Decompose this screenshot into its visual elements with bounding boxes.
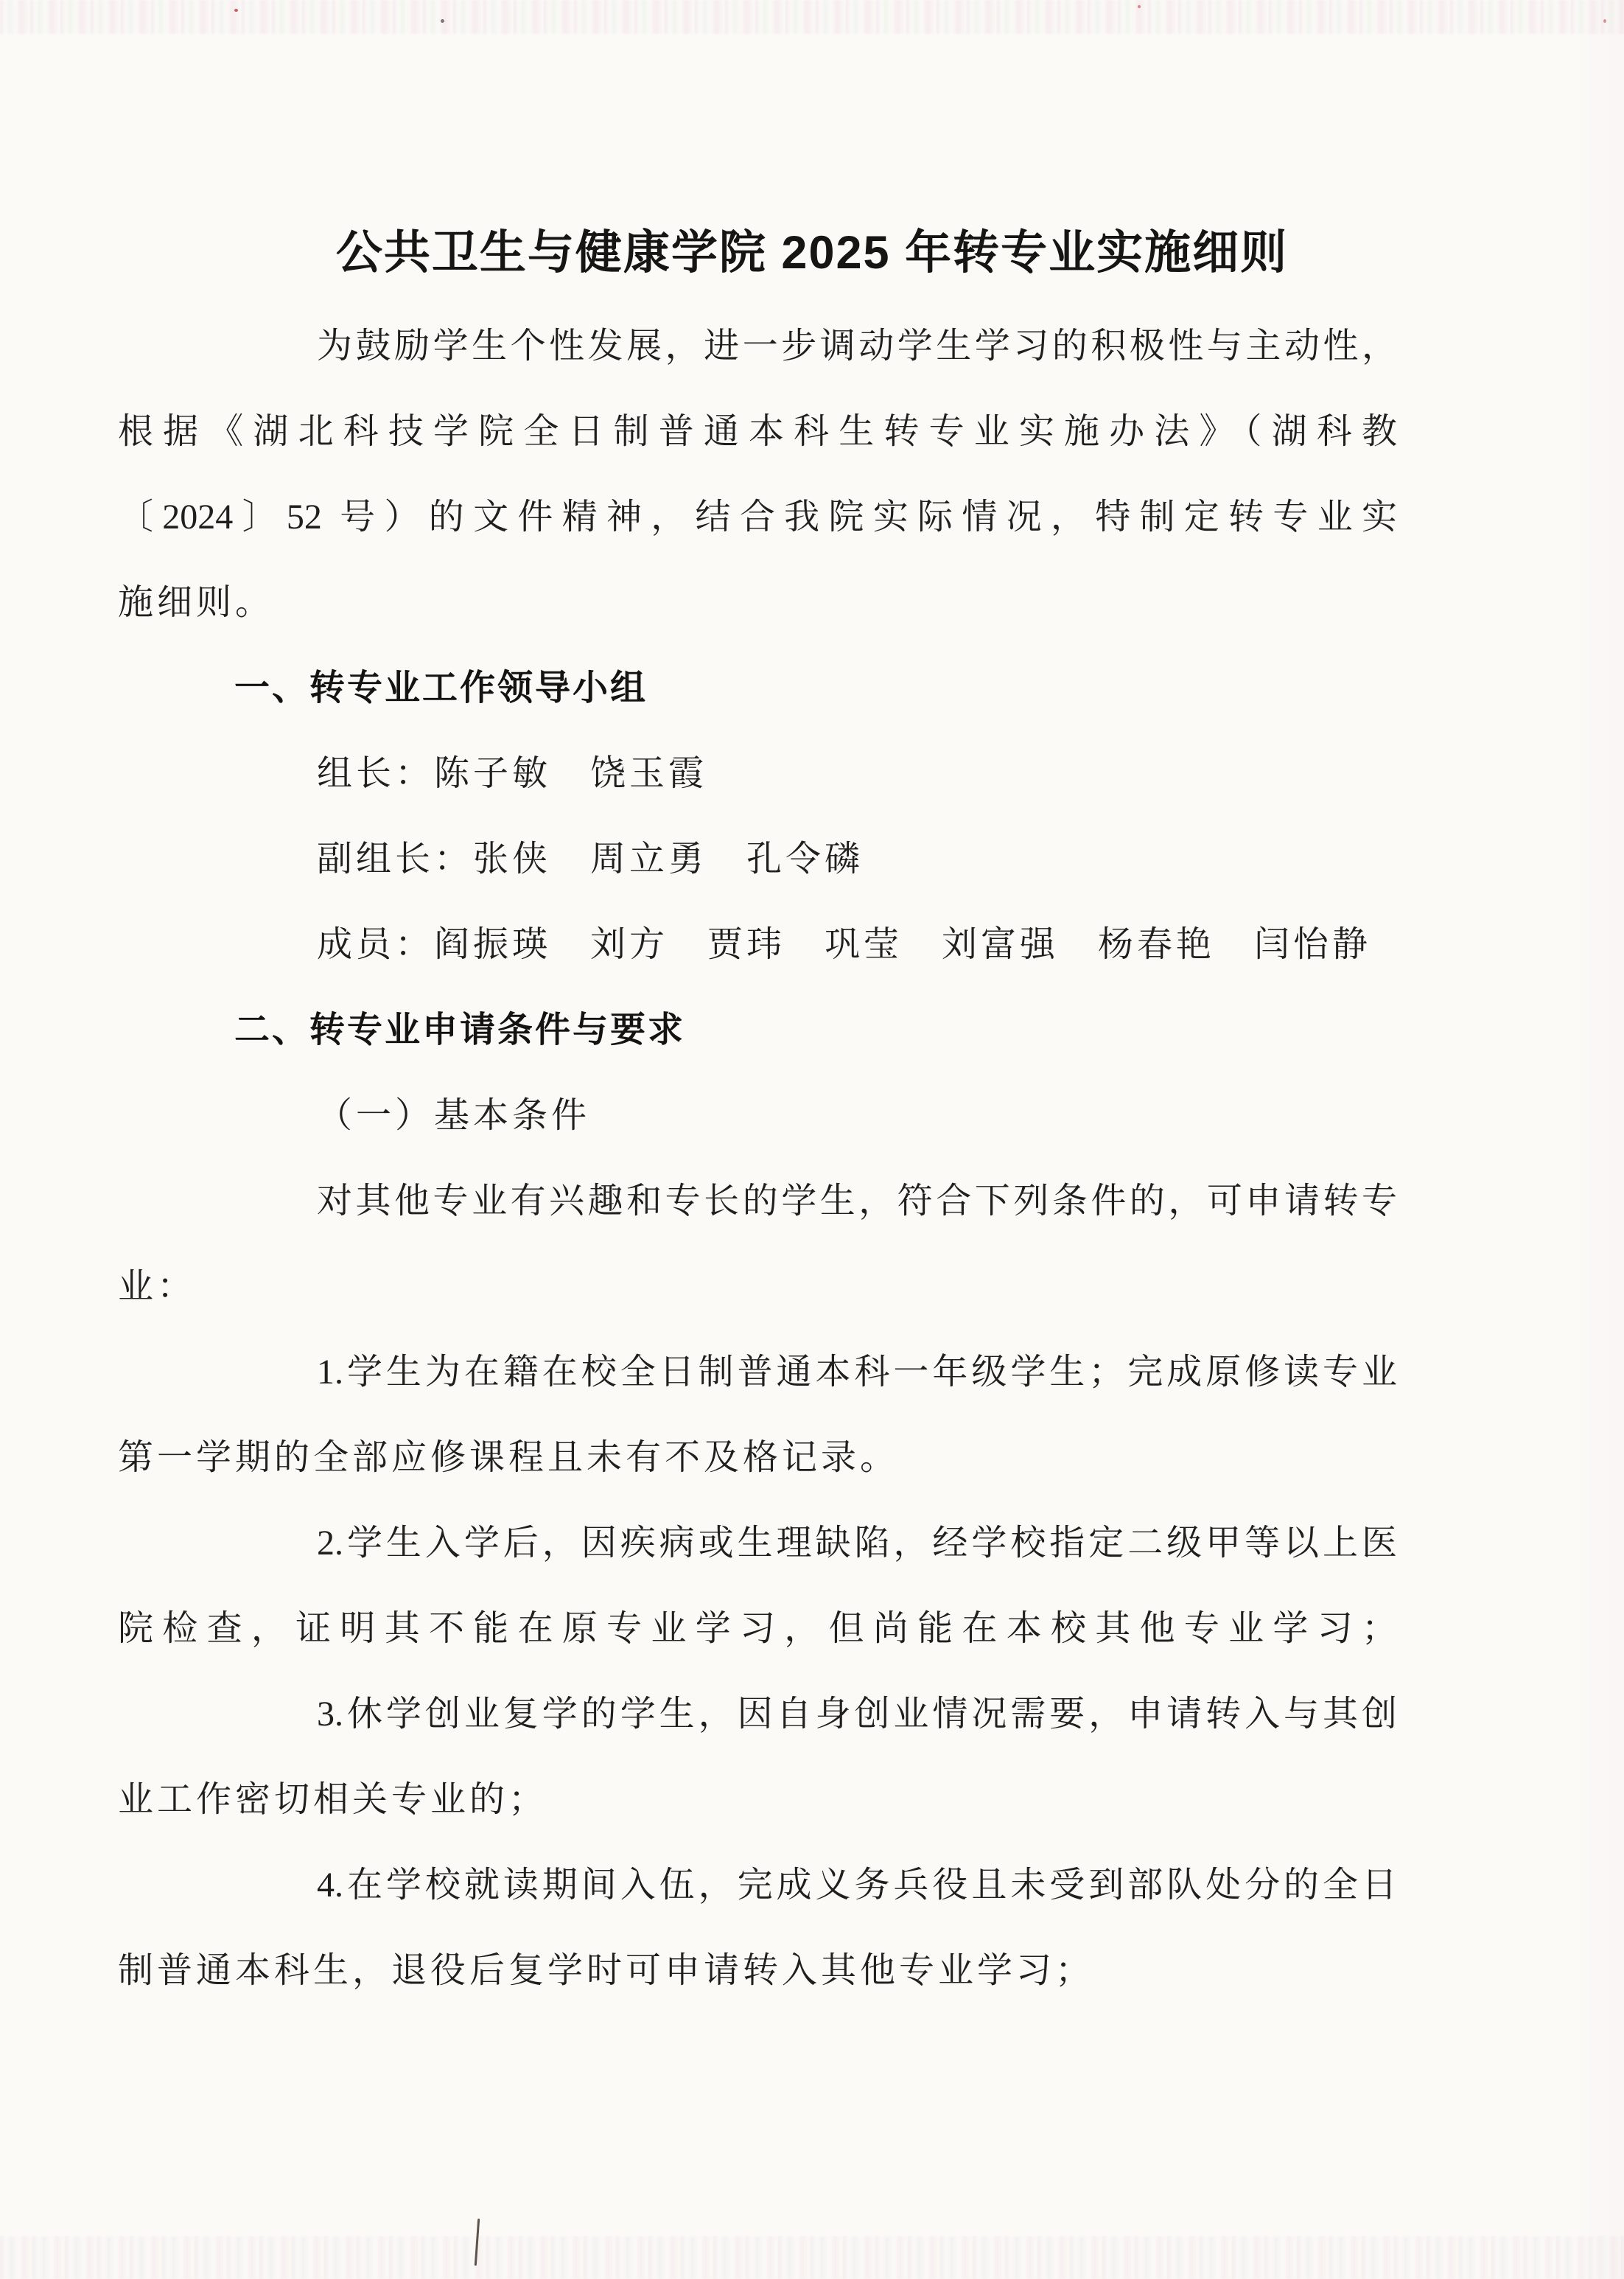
scan-noise-right-edge [1572,0,1624,2279]
scan-speck [234,9,238,12]
text-line: 为鼓励学生个性发展，进一步调动学生学习的积极性与主动性， [317,327,1397,366]
condition-item-3: 3.休学创业复学的学生，因自身创业情况需要，申请转入与其创 [317,1695,1397,1734]
scan-speck [441,19,444,23]
text-line: 〔2024〕52 号）的文件精神，结合我院实际情况，特制定转专业实 [118,498,1397,537]
text-line: 施细则。 [118,583,275,622]
text-line: 制普通本科生，退役后复学时可申请转入其他专业学习； [118,1951,1095,1990]
text-line: 业： [118,1267,197,1306]
text-line: 业工作密切相关专业的； [118,1780,548,1819]
condition-item-1: 1.学生为在籍在校全日制普通本科一年级学生；完成原修读专业 [317,1353,1397,1392]
members-line: 成员：阎振瑛 刘方 贾玮 巩莹 刘富强 杨春艳 闫怡静 [317,925,1372,964]
document-body [118,304,1397,2014]
leader-line: 组长：陈子敏 饶玉霞 [317,754,708,793]
section-heading-2: 二、转专业申请条件与要求 [234,1011,686,1050]
deputy-leader-line: 副组长：张侠 周立勇 孔令磷 [317,840,864,879]
text-line: 根据《湖北科技学院全日制普通本科生转专业实施办法》（湖科教 [118,412,1397,451]
text-line: 第一学期的全部应修课程且未有不及格记录。 [118,1438,900,1477]
scan-noise-top-edge [0,0,1624,34]
condition-item-4: 4.在学校就读期间入伍，完成义务兵役且未受到部队处分的全日 [317,1866,1397,1905]
scan-speck [1603,19,1606,23]
condition-item-2: 2.学生入学后，因疾病或生理缺陷，经学校指定二级甲等以上医 [317,1524,1397,1563]
scan-noise-bottom-edge [0,2236,1624,2279]
scan-speck [1138,5,1141,8]
text-line: 对其他专业有兴趣和专长的学生，符合下列条件的，可申请转专 [317,1182,1397,1221]
subsection-heading: （一）基本条件 [317,1096,591,1135]
section-heading-1: 一、转专业工作领导小组 [234,669,648,708]
document-title: 公共卫生与健康学院 2025 年转专业实施细则 [335,227,1289,279]
text-line: 院检查，证明其不能在原专业学习，但尚能在本校其他专业学习； [118,1609,1397,1648]
